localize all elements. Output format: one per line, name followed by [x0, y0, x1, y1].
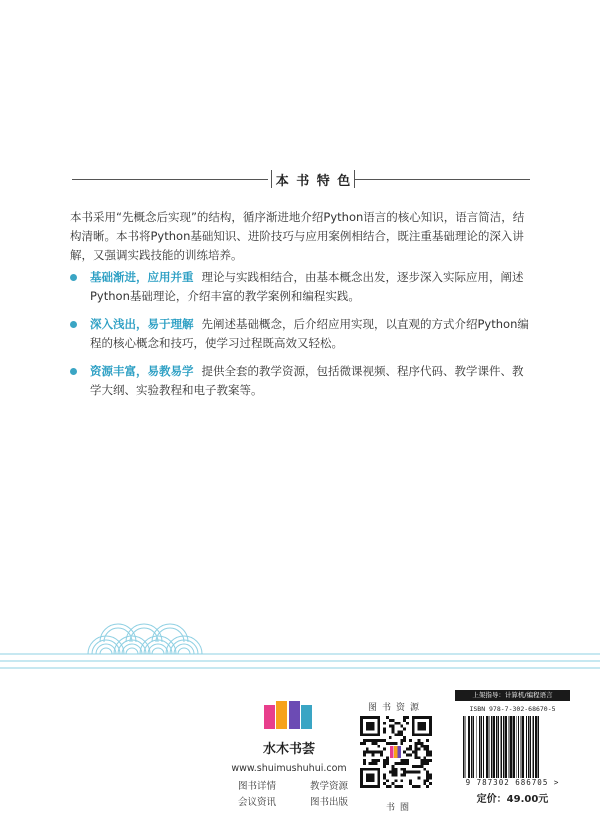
heading-rule-left: [72, 179, 268, 180]
heading-rule-right: [355, 179, 530, 180]
qr-code-icon: [360, 716, 432, 788]
bullet-icon: [70, 274, 77, 281]
barcode-icon: [462, 716, 563, 778]
wave-decoration: [0, 620, 600, 680]
feature-text: 先阐述基础概念，后介绍应用实现，以直观的方式介绍Python编程的核心概念和技巧，使学习过程既高效又轻松。: [90, 317, 529, 350]
heading-char: 特: [316, 173, 330, 189]
heading-box: [271, 170, 355, 188]
feature-item: [70, 268, 532, 306]
barcode-digits: 9 787302 686705 >: [465, 778, 560, 787]
publisher-name: 水木书荟: [262, 742, 315, 757]
qr-bottom-label: 书圈: [386, 803, 415, 813]
publisher-links: [238, 794, 348, 808]
features-heading: [72, 170, 530, 190]
price: 定价：49.00元: [476, 794, 549, 805]
publisher-website: www.shuimushuhui.com: [231, 763, 347, 774]
heading-char: 色: [337, 173, 351, 189]
barcode-block: [455, 690, 570, 808]
link-item: 图书出版: [309, 797, 348, 808]
feature-text: 理论与实践相结合，由基本概念出发，逐步深入实际应用，阐述Python基础理论，介绍丰富的教学案例和编程实践。: [90, 270, 524, 303]
feature-title: 深入浅出，易于理解: [90, 317, 194, 331]
shelf-category: 上架指导：计算机/编程语言: [455, 690, 570, 701]
feature-text: 提供全套的教学资源，包括微课视频、程序代码、教学课件、教学大纲、实验教程和电子教案等。: [90, 364, 524, 397]
heading-char: 书: [296, 173, 310, 189]
feature-title: 基础渐进，应用并重: [90, 270, 194, 284]
publisher-links: [238, 778, 348, 792]
feature-item: [70, 315, 532, 353]
qr-top-label: 图书资源: [368, 703, 425, 713]
bullet-icon: [70, 368, 77, 375]
link-item: 教学资源: [309, 781, 348, 792]
intro-paragraph: 本书采用“先概念后实现”的结构，循序渐进地介绍Python语言的核心知识，语言简洁，结构清晰。本书将Python基础知识、进阶技巧与应用案例相结合，既注重基础理论的深入讲解，又强调实践技能的训练培养。: [70, 210, 525, 262]
heading-char: 本: [275, 173, 289, 189]
link-item: 会议资讯: [238, 797, 277, 808]
feature-item: [70, 362, 532, 400]
bullet-icon: [70, 321, 77, 328]
feature-title: 资源丰富，易教易学: [90, 364, 194, 378]
isbn-text: ISBN 978-7-302-68670-5: [469, 705, 556, 713]
publisher-logo-icon: [262, 700, 314, 730]
feature-list: [70, 268, 532, 409]
link-item: 图书详情: [238, 781, 277, 792]
